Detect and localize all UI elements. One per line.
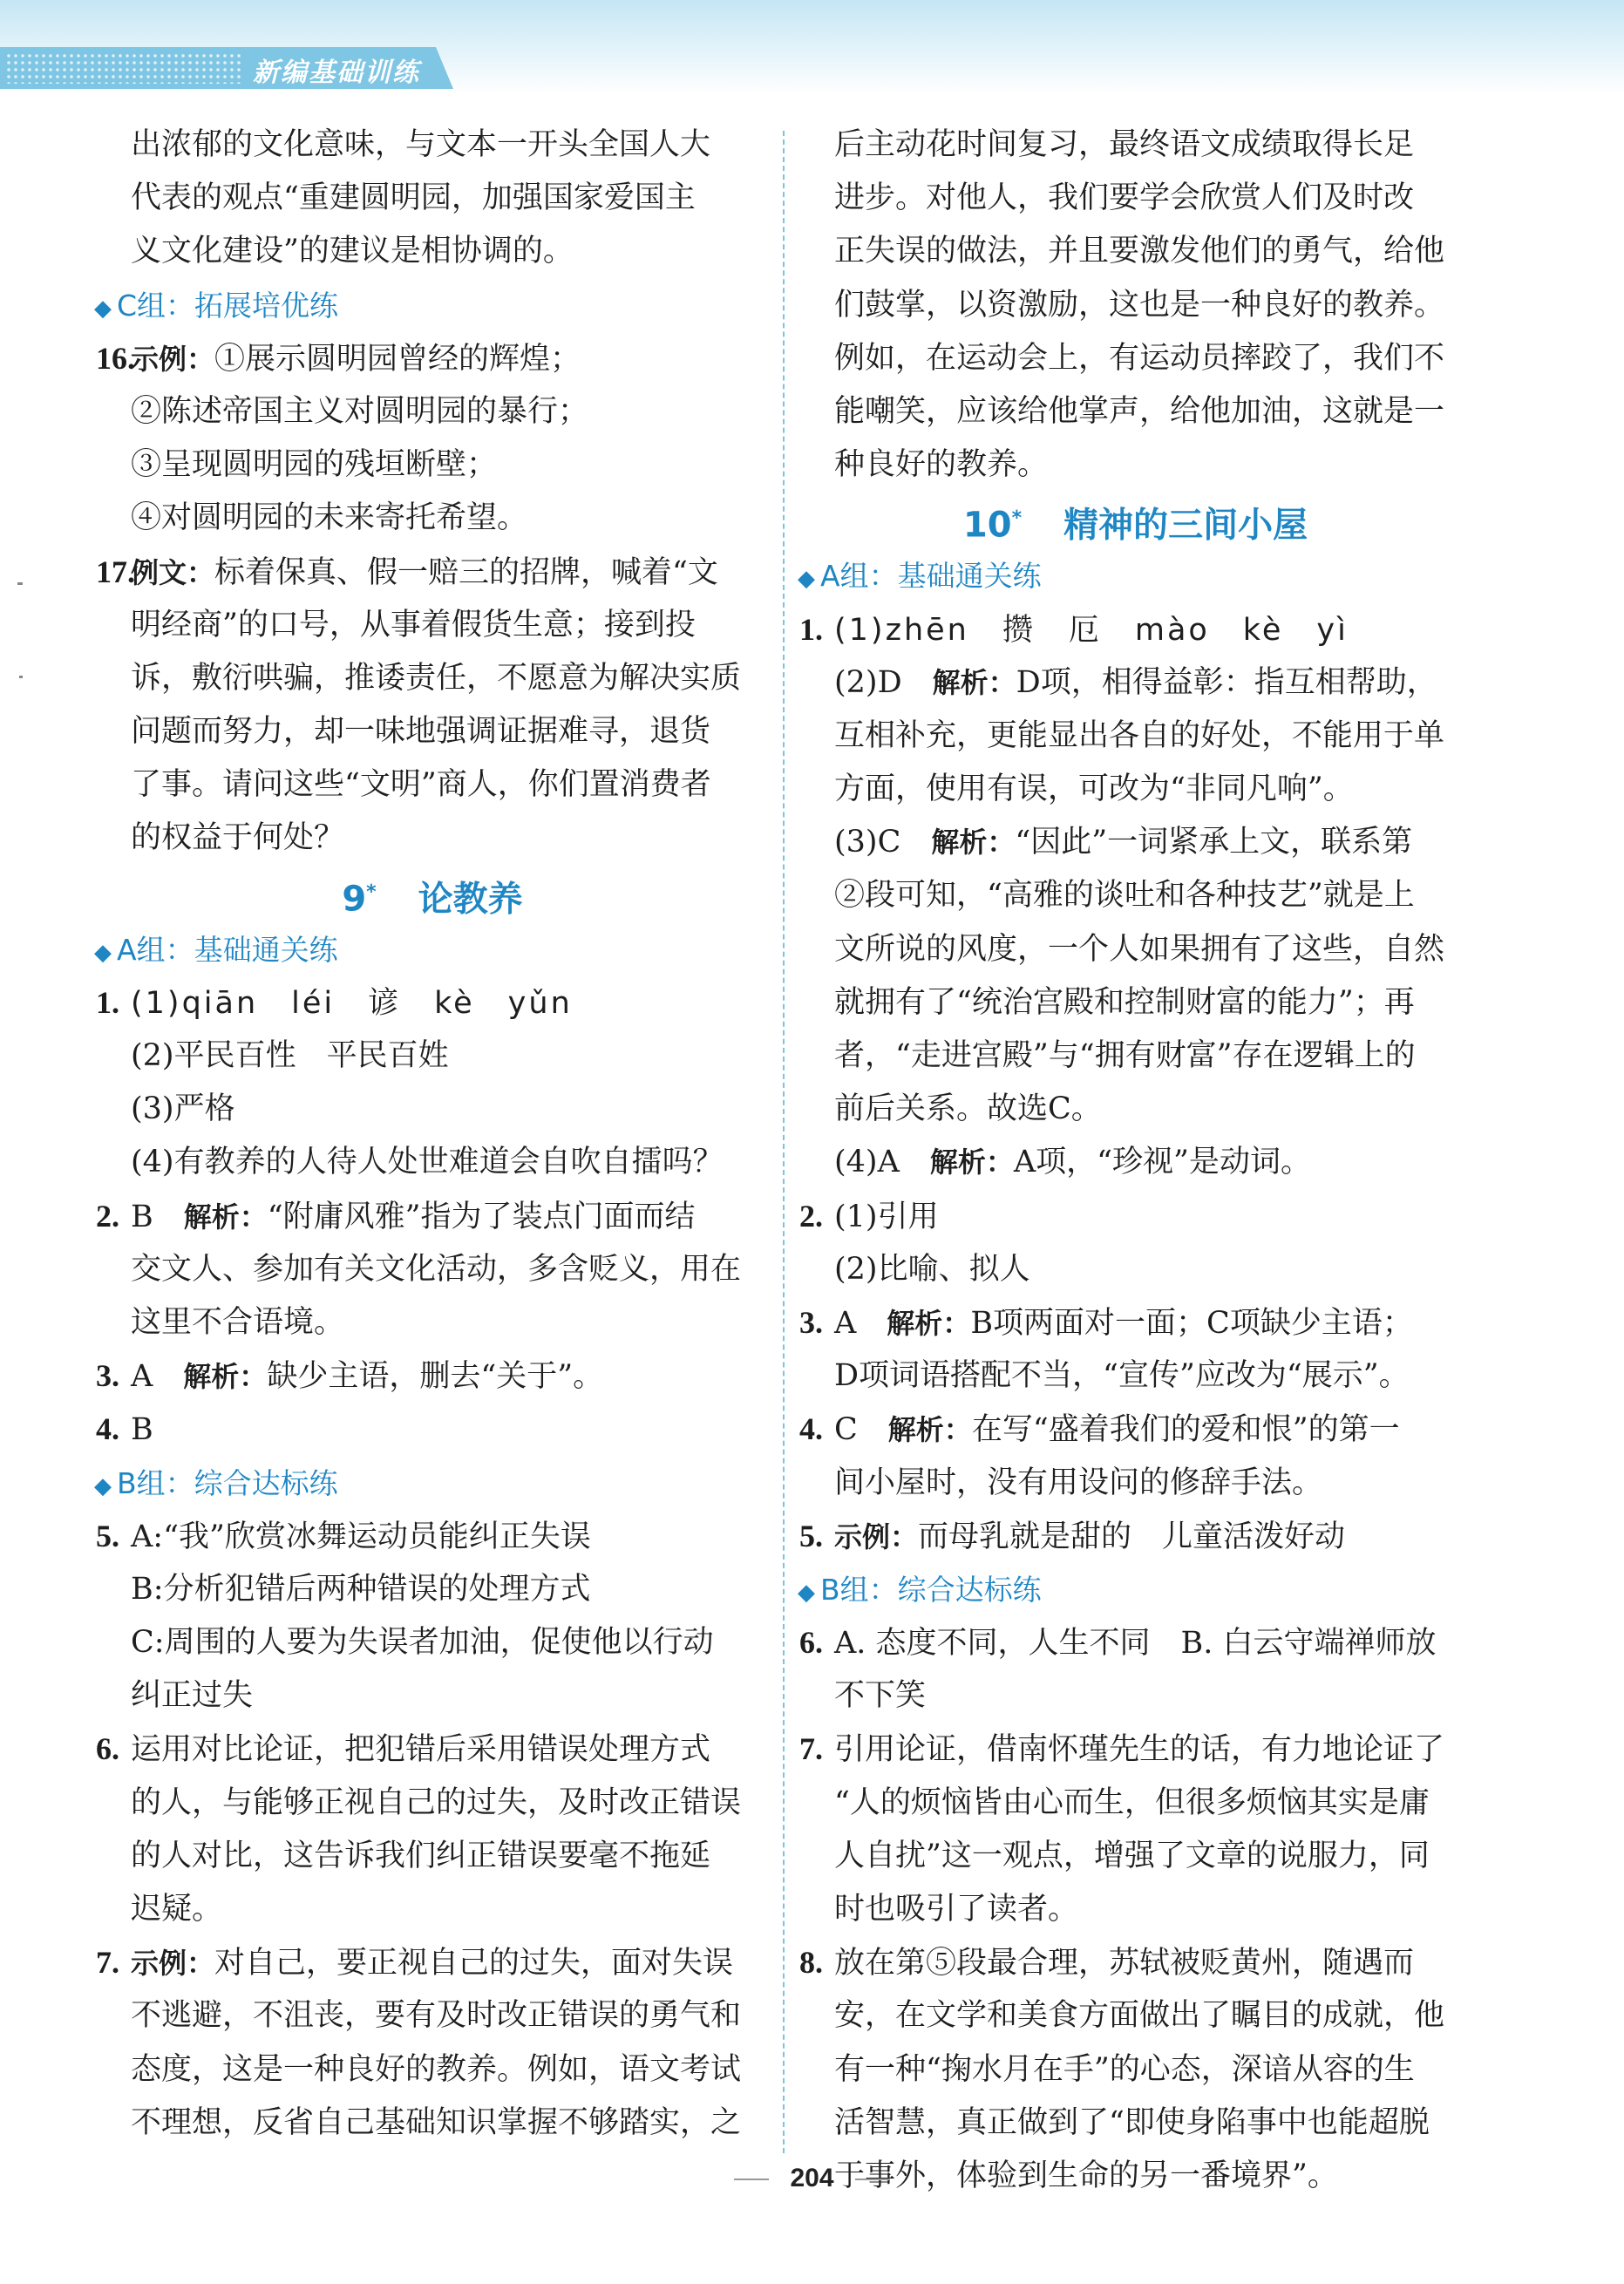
text-line: 明经商”的口号，从事着假货生意；接到投 bbox=[131, 607, 696, 642]
section-label: B组：综合达标练 bbox=[820, 1572, 1042, 1607]
answer-text: (1)zhēn 攒 厄 mào kè yì bbox=[834, 612, 1349, 648]
text-line: 的人，与能够正视自己的过失，及时改正错误 bbox=[131, 1784, 742, 1820]
question-number: 16. bbox=[96, 340, 135, 376]
answer-text: “附庸风雅”指为了装点门面而结 bbox=[267, 1199, 696, 1234]
question-4 bbox=[94, 1403, 771, 1456]
answer-text: 对自己，要正视自己的过失，面对失误 bbox=[214, 1946, 734, 1982]
answer-choice: (2)D bbox=[834, 664, 902, 700]
answer-text: 放在第⑤段最合理，苏轼被贬黄州，随遇而 bbox=[834, 1946, 1415, 1982]
section-label: A组：基础通关练 bbox=[820, 559, 1042, 594]
text-line: 种良好的教养。 bbox=[834, 447, 1049, 483]
lesson-number: 9 bbox=[342, 878, 367, 919]
answer-text: 引用论证，借南怀瑾先生的话，有力地论证了 bbox=[834, 1732, 1445, 1768]
text-line: 问题而努力，却一味地强调证据难寻，退货 bbox=[131, 714, 711, 750]
text-line: “人的烦恼皆由心而生，但很多烦恼其实是庸 bbox=[834, 1784, 1430, 1820]
question-number: 3. bbox=[96, 1358, 119, 1394]
lesson-name: 论教养 bbox=[418, 878, 523, 919]
answer-text: 运用对比论证，把犯错后采用错误处理方式 bbox=[131, 1732, 711, 1768]
answer-text: “因此”一词紧承上文，联系第 bbox=[1015, 825, 1413, 860]
diamond-icon: ◆ bbox=[798, 1579, 815, 1606]
section-heading-a bbox=[798, 549, 1473, 602]
question-number: 5. bbox=[96, 1518, 119, 1553]
text-line: 不下笑 bbox=[834, 1678, 927, 1714]
question-number: 8. bbox=[799, 1945, 823, 1981]
section-heading-c bbox=[94, 279, 771, 332]
diamond-icon: ◆ bbox=[798, 566, 815, 593]
question-number: 4. bbox=[799, 1411, 823, 1447]
text-line: 安，在文学和美食方面做出了瞩目的成就，他 bbox=[834, 1998, 1445, 2034]
text-line bbox=[798, 816, 1473, 869]
text-line: 纠正过失 bbox=[131, 1678, 254, 1714]
answer-text: 缺少主语，删去“关于”。 bbox=[267, 1359, 604, 1395]
text-line: ②段可知，“高雅的谈吐和各种技艺”就是上 bbox=[834, 878, 1415, 914]
section-label: B组：综合达标练 bbox=[117, 1465, 338, 1500]
text-line: 例如，在运动会上，有运动员摔跤了，我们不 bbox=[834, 340, 1445, 376]
text-line: 者，“走进宫殿”与“拥有财富”存在逻辑上的 bbox=[834, 1038, 1416, 1073]
answer-text: A项，“珍视”是动词。 bbox=[1013, 1145, 1311, 1180]
text-line: 不逃避，不沮丧，要有及时改正错误的勇气和 bbox=[131, 1998, 742, 2034]
analysis-label: 解析： bbox=[183, 1200, 268, 1234]
answer-text: 标着保真、假一赔三的招牌，喊着“文 bbox=[214, 554, 718, 590]
answer-text: ①展示圆明园曾经的辉煌； bbox=[214, 341, 581, 377]
analysis-label: 解析： bbox=[932, 665, 1016, 699]
question-number: 5. bbox=[799, 1518, 823, 1553]
question-1 bbox=[94, 976, 771, 1030]
question-1 bbox=[798, 603, 1473, 656]
text-line: 于事外，体验到生命的另一番境界”。 bbox=[834, 2158, 1338, 2193]
left-column bbox=[94, 119, 771, 2150]
analysis-label: 解析： bbox=[183, 1360, 268, 1394]
lesson-title-9 bbox=[94, 866, 771, 923]
text-line: 有一种“掬水月在手”的心态，深谙从容的生 bbox=[834, 2051, 1415, 2087]
analysis-label: 解析： bbox=[929, 1145, 1014, 1179]
text-line: 出浓郁的文化意味，与文本一开头全国人大 bbox=[131, 127, 711, 162]
text-line: 方面，使用有误，可改为“非同凡响”。 bbox=[834, 772, 1354, 807]
question-7 bbox=[798, 1723, 1473, 1776]
answer-choice: B bbox=[131, 1412, 153, 1448]
text-line: 义文化建设”的建议是相协调的。 bbox=[131, 234, 574, 269]
text-line: 交文人、参加有关文化活动，多含贬义，用在 bbox=[131, 1251, 742, 1287]
answer-text: D项，相得益彰：指互相帮助， bbox=[1016, 664, 1437, 700]
scan-mark bbox=[17, 582, 23, 585]
text-line: 这里不合语境。 bbox=[131, 1304, 345, 1340]
question-number: 6. bbox=[96, 1731, 119, 1767]
text-line: 不理想，反省自己基础知识掌握不够踏实，之 bbox=[131, 2104, 742, 2140]
question-number: 17. bbox=[96, 554, 135, 589]
lesson-number: 10 bbox=[962, 505, 1012, 546]
section-heading-a bbox=[94, 923, 771, 976]
diamond-icon: ◆ bbox=[94, 295, 112, 322]
question-16 bbox=[94, 332, 771, 385]
header-title: 新编基础训练 bbox=[253, 58, 420, 88]
question-2 bbox=[94, 1190, 771, 1243]
text-line: 进步。对他人，我们要学会欣赏人们及时改 bbox=[834, 180, 1415, 216]
question-5 bbox=[798, 1510, 1473, 1563]
lesson-star: * bbox=[1011, 507, 1023, 530]
question-number: 7. bbox=[799, 1731, 823, 1767]
answer-label: 示例： bbox=[834, 1519, 919, 1553]
answer-text: 而母乳就是甜的 儿童活泼好动 bbox=[918, 1519, 1346, 1554]
text-line: 互相补充，更能显出各自的好处，不能用于单 bbox=[834, 717, 1445, 753]
text-line: 人自扰”这一观点，增强了文章的说服力，同 bbox=[834, 1838, 1430, 1873]
answer-text: A. 态度不同，人生不同 B. 白云守端禅师放 bbox=[834, 1626, 1437, 1662]
text-line: ③呈现圆明园的残垣断壁； bbox=[131, 447, 498, 483]
text-line: C:周围的人要为失误者加油，促使他以行动 bbox=[131, 1625, 714, 1661]
question-number: 7. bbox=[96, 1945, 119, 1981]
question-6 bbox=[798, 1616, 1473, 1669]
lesson-name: 精神的三间小屋 bbox=[1063, 505, 1308, 546]
scan-mark bbox=[19, 676, 23, 678]
page-footer bbox=[0, 2164, 1624, 2193]
text-line: 活智慧，真正做到了“即使身陷事中也能超脱 bbox=[834, 2104, 1430, 2140]
text-line: B:分析犯错后两种错误的处理方式 bbox=[131, 1571, 591, 1607]
text-line: 了事。请问这些“文明”商人，你们置消费者 bbox=[131, 767, 711, 803]
answer-text: (1)qiān léi 谚 kè yǔn bbox=[131, 985, 573, 1021]
text-line: 迟疑。 bbox=[131, 1892, 223, 1927]
text-line: 间小屋时，没有用设问的修辞手法。 bbox=[834, 1465, 1323, 1500]
answer-choice: A bbox=[834, 1305, 857, 1341]
question-number: 1. bbox=[96, 984, 119, 1020]
answer-text: A:“我”欣赏冰舞运动员能纠正失误 bbox=[131, 1519, 591, 1554]
answer-label: 示例： bbox=[131, 1947, 215, 1981]
text-line: 的人对比，这告诉我们纠正错误要毫不拖延 bbox=[131, 1838, 711, 1873]
text-line bbox=[798, 1136, 1473, 1189]
answer-text: 在写“盛着我们的爱和恨”的第一 bbox=[971, 1412, 1400, 1448]
question-3 bbox=[94, 1349, 771, 1403]
answer-choice: B bbox=[131, 1199, 153, 1234]
text-line: 就拥有了“统治宫殿和控制财富的能力”；再 bbox=[834, 984, 1415, 1020]
text-line: (3)严格 bbox=[131, 1091, 235, 1127]
text-line: (2)比喻、拟人 bbox=[834, 1251, 1030, 1287]
footer-dash bbox=[734, 2179, 769, 2180]
question-17 bbox=[94, 546, 771, 599]
lesson-star: * bbox=[366, 880, 377, 903]
answer-text: (1)引用 bbox=[834, 1199, 939, 1234]
question-number: 6. bbox=[799, 1625, 823, 1661]
text-line: 后主动花时间复习，最终语文成绩取得长足 bbox=[834, 127, 1415, 162]
answer-choice: A bbox=[131, 1359, 153, 1395]
section-label: A组：基础通关练 bbox=[117, 932, 338, 967]
answer-text: B项两面对一面；C项缺少主语； bbox=[970, 1305, 1413, 1341]
text-line: 态度，这是一种良好的教养。例如，语文考试 bbox=[131, 2051, 742, 2087]
text-line: 们鼓掌，以资激励，这也是一种良好的教养。 bbox=[834, 287, 1445, 323]
footer-dash bbox=[855, 2179, 890, 2180]
right-column bbox=[798, 119, 1473, 2203]
question-number: 2. bbox=[96, 1198, 119, 1234]
answer-choice: (4)A bbox=[834, 1145, 900, 1180]
text-line: 前后关系。故选C。 bbox=[834, 1091, 1102, 1127]
header-dot-pattern bbox=[5, 52, 241, 84]
text-line: ④对圆明园的未来寄托希望。 bbox=[131, 500, 528, 536]
column-divider bbox=[783, 131, 785, 2153]
text-line: 的权益于何处？ bbox=[131, 820, 345, 856]
text-line: (2)平民百性 平民百姓 bbox=[131, 1038, 449, 1073]
lesson-title-10 bbox=[798, 492, 1473, 549]
question-2 bbox=[798, 1190, 1473, 1243]
answer-label: 例文： bbox=[131, 555, 215, 589]
answer-label: 示例： bbox=[131, 342, 215, 376]
section-heading-b bbox=[94, 1457, 771, 1510]
question-8 bbox=[798, 1936, 1473, 1989]
answer-choice: C bbox=[834, 1412, 858, 1448]
section-heading-b bbox=[798, 1563, 1473, 1616]
text-line bbox=[798, 656, 1473, 710]
question-3 bbox=[798, 1296, 1473, 1349]
question-number: 3. bbox=[799, 1304, 823, 1340]
analysis-label: 解析： bbox=[887, 1306, 971, 1340]
question-5 bbox=[94, 1510, 771, 1563]
page-number: 204 bbox=[790, 2164, 834, 2192]
text-line: 诉，敷衍哄骗，推诿责任，不愿意为解决实质 bbox=[131, 660, 742, 696]
question-number: 1. bbox=[799, 611, 823, 647]
diamond-icon: ◆ bbox=[94, 939, 112, 966]
text-line: ②陈述帝国主义对圆明园的暴行； bbox=[131, 393, 589, 429]
analysis-label: 解析： bbox=[887, 1413, 972, 1447]
question-number: 4. bbox=[96, 1411, 119, 1447]
question-4 bbox=[798, 1403, 1473, 1456]
section-label: C组：拓展培优练 bbox=[117, 288, 339, 323]
text-line: 正失误的做法，并且要激发他们的勇气，给他 bbox=[834, 234, 1445, 269]
answer-choice: (3)C bbox=[834, 825, 901, 860]
question-number: 2. bbox=[799, 1198, 823, 1234]
question-7 bbox=[94, 1936, 771, 1989]
text-line: 时也吸引了读者。 bbox=[834, 1892, 1079, 1927]
diamond-icon: ◆ bbox=[94, 1472, 112, 1499]
text-line: 能嘲笑，应该给他掌声，给他加油，这就是一 bbox=[834, 393, 1445, 429]
question-6 bbox=[94, 1723, 771, 1776]
text-line: 代表的观点“重建圆明园，加强国家爱国主 bbox=[131, 180, 696, 216]
page-header-band bbox=[0, 0, 1624, 94]
text-line: D项词语搭配不当，“宣传”应改为“展示”。 bbox=[834, 1358, 1410, 1394]
text-line: (4)有教养的人待人处世难道会自吹自擂吗？ bbox=[131, 1145, 724, 1180]
text-line: 文所说的风度，一个人如果拥有了这些，自然 bbox=[834, 931, 1445, 967]
analysis-label: 解析： bbox=[931, 826, 1016, 860]
